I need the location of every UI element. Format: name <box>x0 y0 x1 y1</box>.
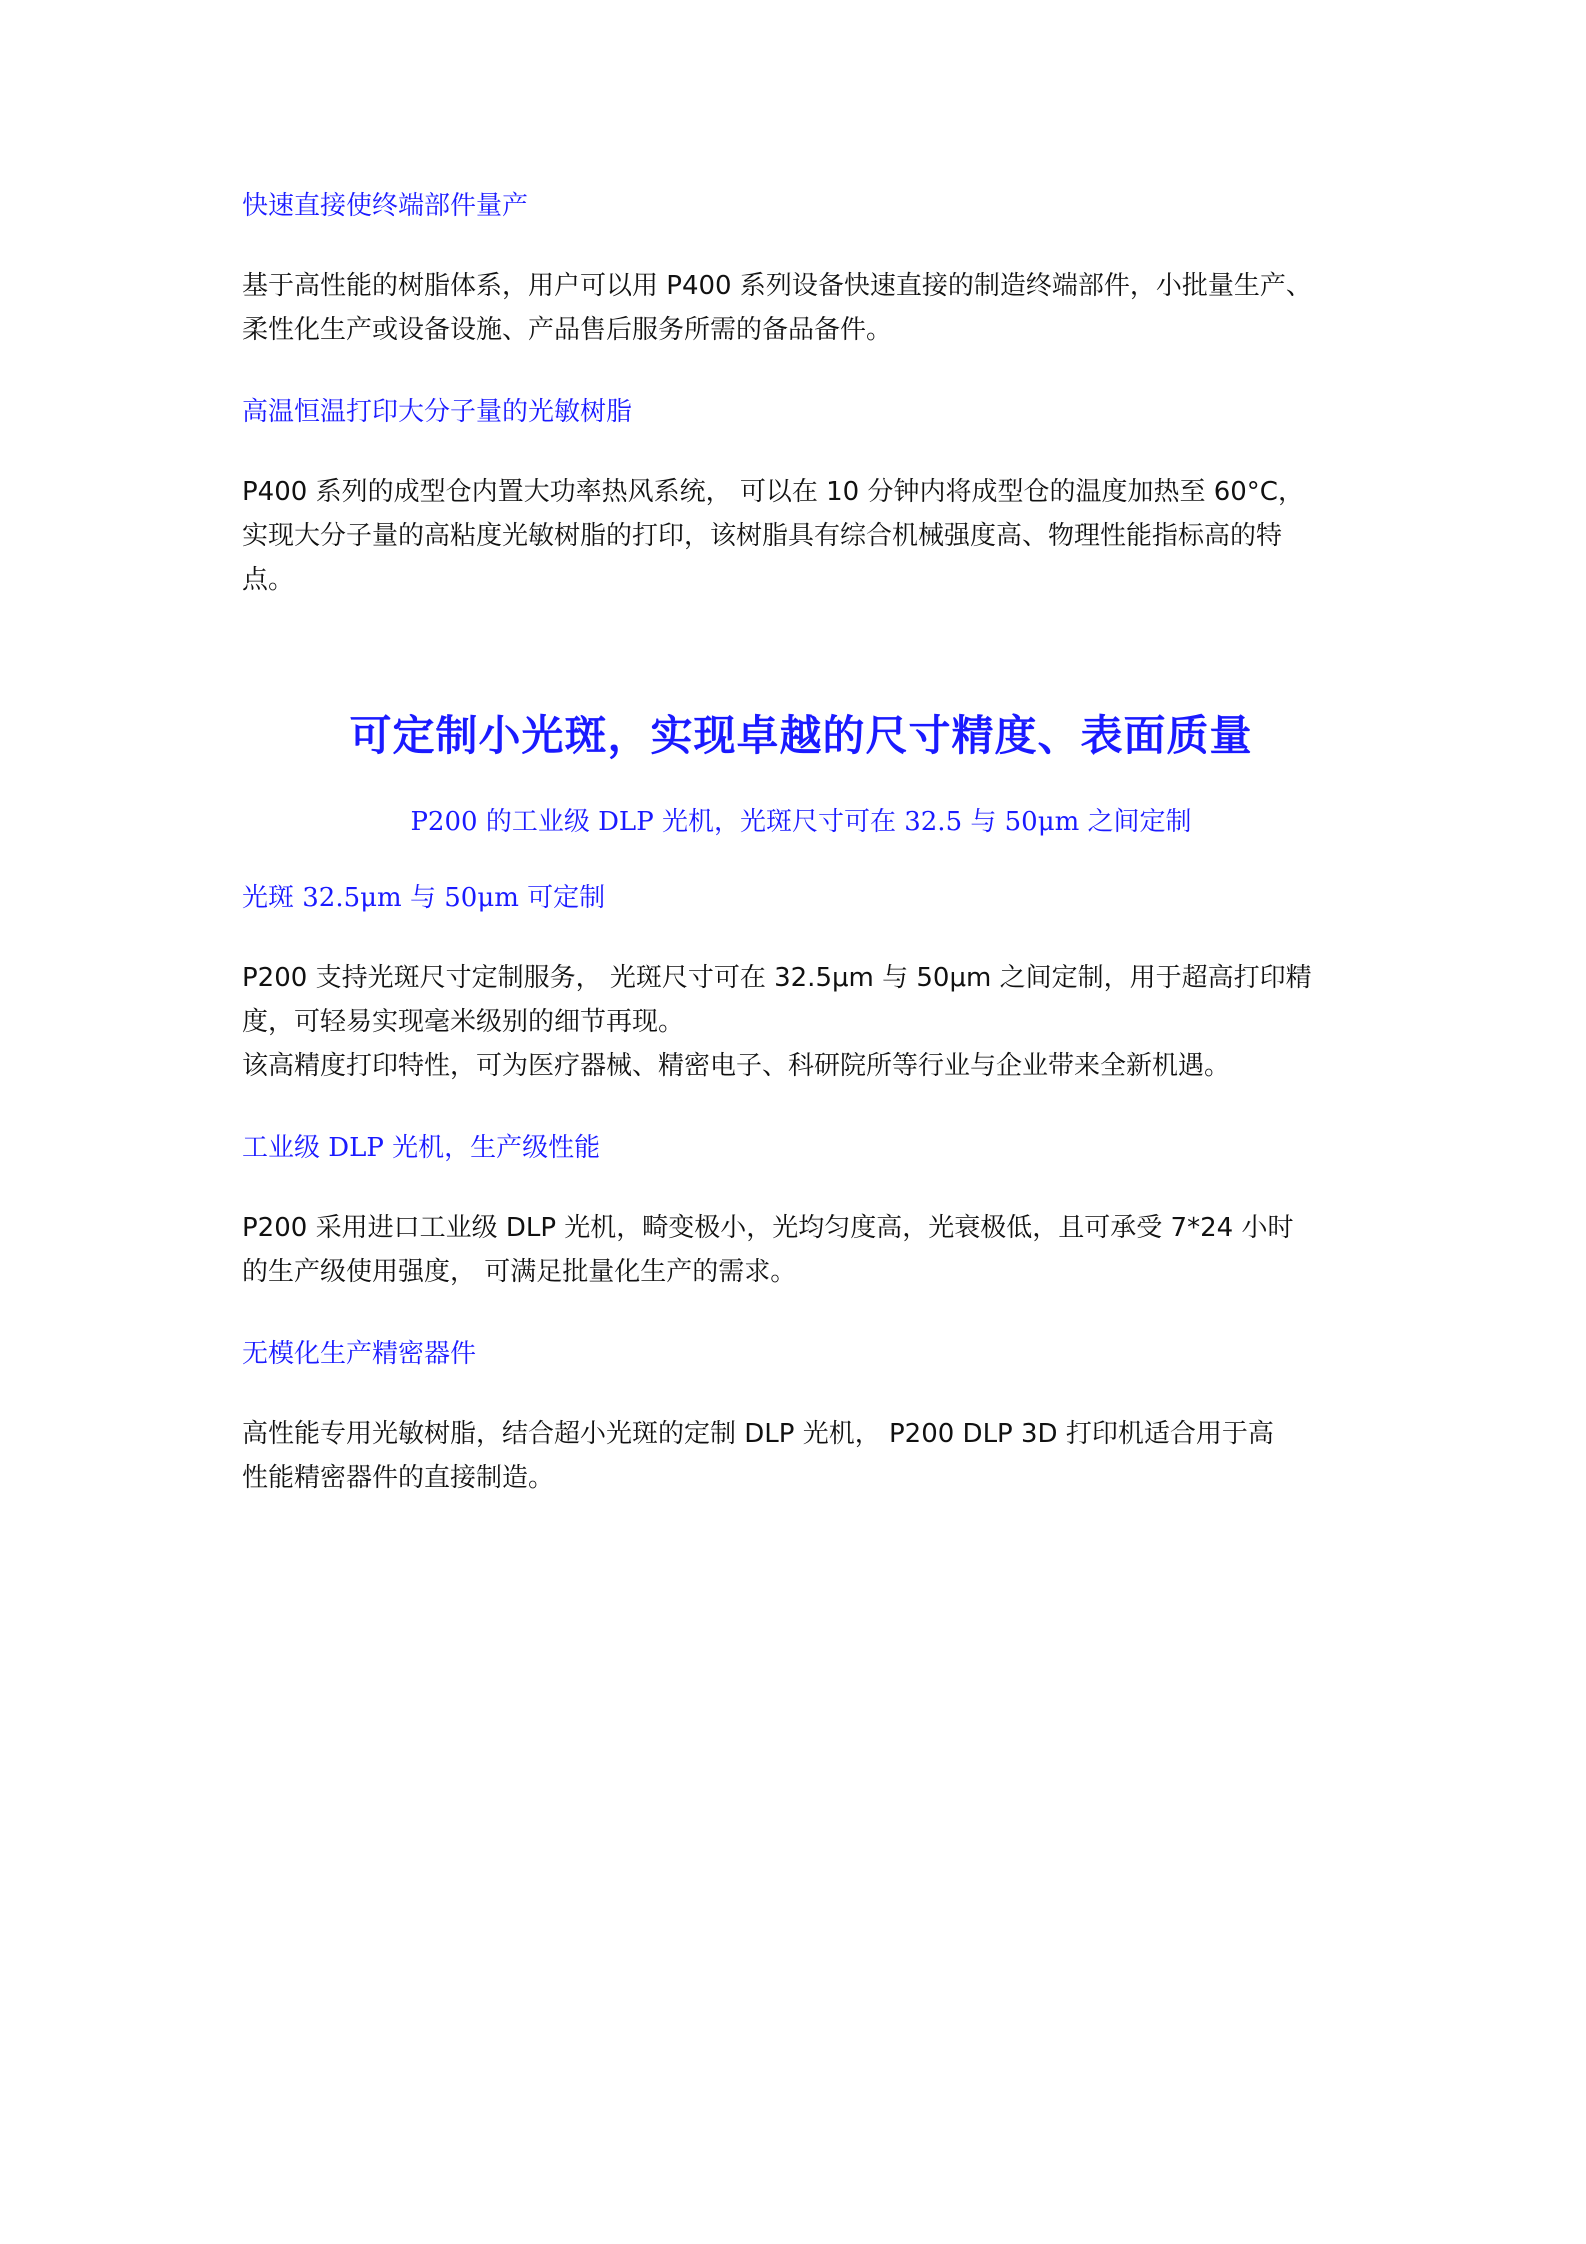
paragraph-mass-production <box>242 264 1360 352</box>
paragraph-spot-size <box>242 956 1360 1088</box>
paragraph-line: 基于高性能的树脂体系，用户可以用 P400 系列设备快速直接的制造终端部件，小批量生产、 <box>242 271 1312 301</box>
paragraph-dlp-engine <box>242 1206 1360 1294</box>
paragraph-line: P200 支持光斑尺寸定制服务， 光斑尺寸可在 32.5μm 与 50μm 之间定制，用于超高打印精 <box>242 963 1312 993</box>
paragraph-line: 点。 <box>242 565 295 595</box>
main-subtitle: P200 的工业级 DLP 光机，光斑尺寸可在 32.5 与 50μm 之间定制 <box>410 807 1192 837</box>
section-heading-mass-production: 快速直接使终端部件量产 <box>242 191 529 221</box>
paragraph-line: 该高精度打印特性，可为医疗器械、精密电子、科研院所等行业与企业带来全新机遇。 <box>242 1051 1231 1081</box>
paragraph-line: 柔性化生产或设备设施、产品售后服务所需的备品备件。 <box>242 315 893 345</box>
section-heading-high-temp: 高温恒温打印大分子量的光敏树脂 <box>242 397 633 427</box>
paragraph-line: P400 系列的成型仓内置大功率热风系统， 可以在 10 分钟内将成型仓的温度加热至 60°C， <box>242 477 1304 507</box>
section-heading-spot-size: 光斑 32.5μm 与 50μm 可定制 <box>242 883 606 913</box>
section-heading-dlp-engine: 工业级 DLP 光机，生产级性能 <box>242 1133 601 1163</box>
paragraph-line: 高性能专用光敏树脂，结合超小光斑的定制 DLP 光机， P200 DLP 3D 打印机适合用于高 <box>242 1419 1274 1449</box>
section-heading-moldless: 无模化生产精密器件 <box>242 1339 477 1369</box>
paragraph-line: 的生产级使用强度， 可满足批量化生产的需求。 <box>242 1257 797 1287</box>
paragraph-line: 实现大分子量的高粘度光敏树脂的打印，该树脂具有综合机械强度高、物理性能指标高的特 <box>242 521 1283 551</box>
paragraph-high-temp <box>242 470 1360 602</box>
paragraph-line: 度，可轻易实现毫米级别的细节再现。 <box>242 1007 685 1037</box>
page-content <box>242 186 1360 1500</box>
paragraph-line: P200 采用进口工业级 DLP 光机，畸变极小，光均匀度高，光衰极低，且可承受 7*24 小时 <box>242 1213 1294 1243</box>
paragraph-moldless <box>242 1412 1360 1500</box>
paragraph-line: 性能精密器件的直接制造。 <box>242 1463 555 1493</box>
main-title: 可定制小光斑，实现卓越的尺寸精度、表面质量 <box>349 711 1253 760</box>
